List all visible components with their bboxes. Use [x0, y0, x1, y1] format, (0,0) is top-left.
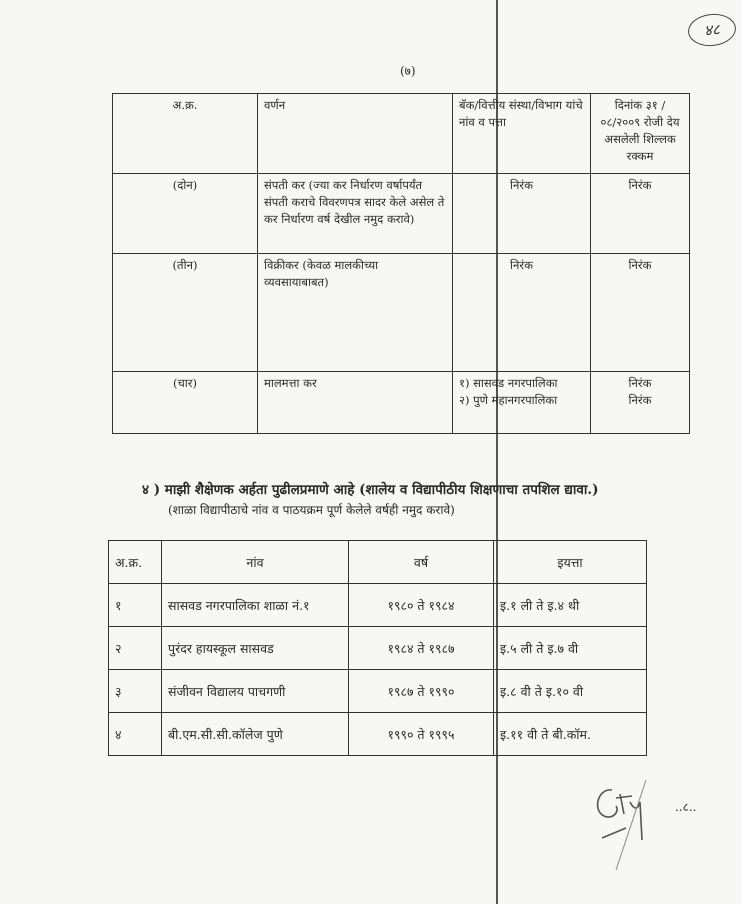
row-grade: इ.५ ली ते इ.७ वी [494, 627, 647, 670]
amount-line-1: निरंक [628, 376, 652, 390]
table-row [113, 174, 690, 254]
row-serial: ४ [109, 713, 162, 756]
table-row [109, 713, 647, 756]
row-amount: निरंक [591, 174, 690, 254]
table-row [109, 584, 647, 627]
row-grade: इ.११ वी ते बी.कॉम. [494, 713, 647, 756]
row-bank [453, 372, 591, 434]
header-name: नांव [162, 541, 349, 584]
bank-line-2: २) पुणे महानगरपालिका [459, 393, 558, 407]
row-description: मालमत्ता कर [258, 372, 453, 434]
row-name: पुरंदर हायस्कूल सासवड [162, 627, 349, 670]
table-row [109, 627, 647, 670]
row-serial: (दोन) [113, 174, 258, 254]
row-description: संपती कर (ज्या कर निर्धारण वर्षापर्यंत संपती कराचे विवरणपत्र सादर केले असेल ते कर निर्धारण वर्ष देखील नमुद करावे) [258, 174, 453, 254]
row-serial: (तीन) [113, 254, 258, 372]
row-bank: निरंक [453, 254, 591, 372]
section-subheading: (शाळा विद्यापीठाचे नांव व पाठयक्रम पूर्ण केलेले वर्षही नमुद करावे) [168, 503, 455, 517]
row-serial: (चार) [113, 372, 258, 434]
table-row [109, 670, 647, 713]
row-year: १९८७ ते १९९० [349, 670, 494, 713]
header-serial: अ.क्र. [113, 94, 258, 174]
page-stamp: ४८ [686, 12, 737, 49]
row-grade: इ.८ वी ते इ.१० वी [494, 670, 647, 713]
row-name: सासवड नगरपालिका शाळा नं.१ [162, 584, 349, 627]
header-serial: अ.क्र. [109, 541, 162, 584]
header-grade: इयत्ता [494, 541, 647, 584]
row-serial: २ [109, 627, 162, 670]
bank-line-1: १) सासवड नगरपालिका [459, 376, 558, 390]
row-year: १९८४ ते १९८७ [349, 627, 494, 670]
row-serial: ३ [109, 670, 162, 713]
row-year: १९८० ते १९८४ [349, 584, 494, 627]
row-amount [591, 372, 690, 434]
header-year: वर्ष [349, 541, 494, 584]
education-table [108, 540, 647, 756]
row-year: १९९० ते १९९५ [349, 713, 494, 756]
header-description: वर्णन [258, 94, 453, 174]
section-heading: ४ ) माझी शैक्षेणक अर्हता पुढीलप्रमाणे आहे (शालेय व विद्यापीठीय शिक्षणाचा तपशिल द्यावा.) [142, 482, 599, 498]
header-amount: दिनांक ३१ / ०८/२००९ रोजी देय असलेली शिल्लक रक्कम [591, 94, 690, 174]
table-row [113, 254, 690, 372]
table-header-row [109, 541, 647, 584]
row-amount: निरंक [591, 254, 690, 372]
row-name: बी.एम.सी.सी.कॉलेज पुणे [162, 713, 349, 756]
header-bank: बॅक/वित्तीय संस्था/विभाग यांचे नांव व पत्ता [453, 94, 591, 174]
table-row [113, 372, 690, 434]
signature [590, 780, 670, 870]
table-header-row [113, 94, 690, 174]
row-bank: निरंक [453, 174, 591, 254]
row-description: विक्रीकर (केवळ मालकीच्या व्यवसायाबाबत) [258, 254, 453, 372]
liabilities-table [112, 93, 690, 434]
row-name: संजीवन विद्यालय पाचगणी [162, 670, 349, 713]
page-number: (७) [400, 64, 416, 78]
continuation-mark: ..८.. [675, 800, 697, 814]
row-serial: १ [109, 584, 162, 627]
amount-line-2: निरंक [628, 393, 652, 407]
row-grade: इ.१ ली ते इ.४ थी [494, 584, 647, 627]
